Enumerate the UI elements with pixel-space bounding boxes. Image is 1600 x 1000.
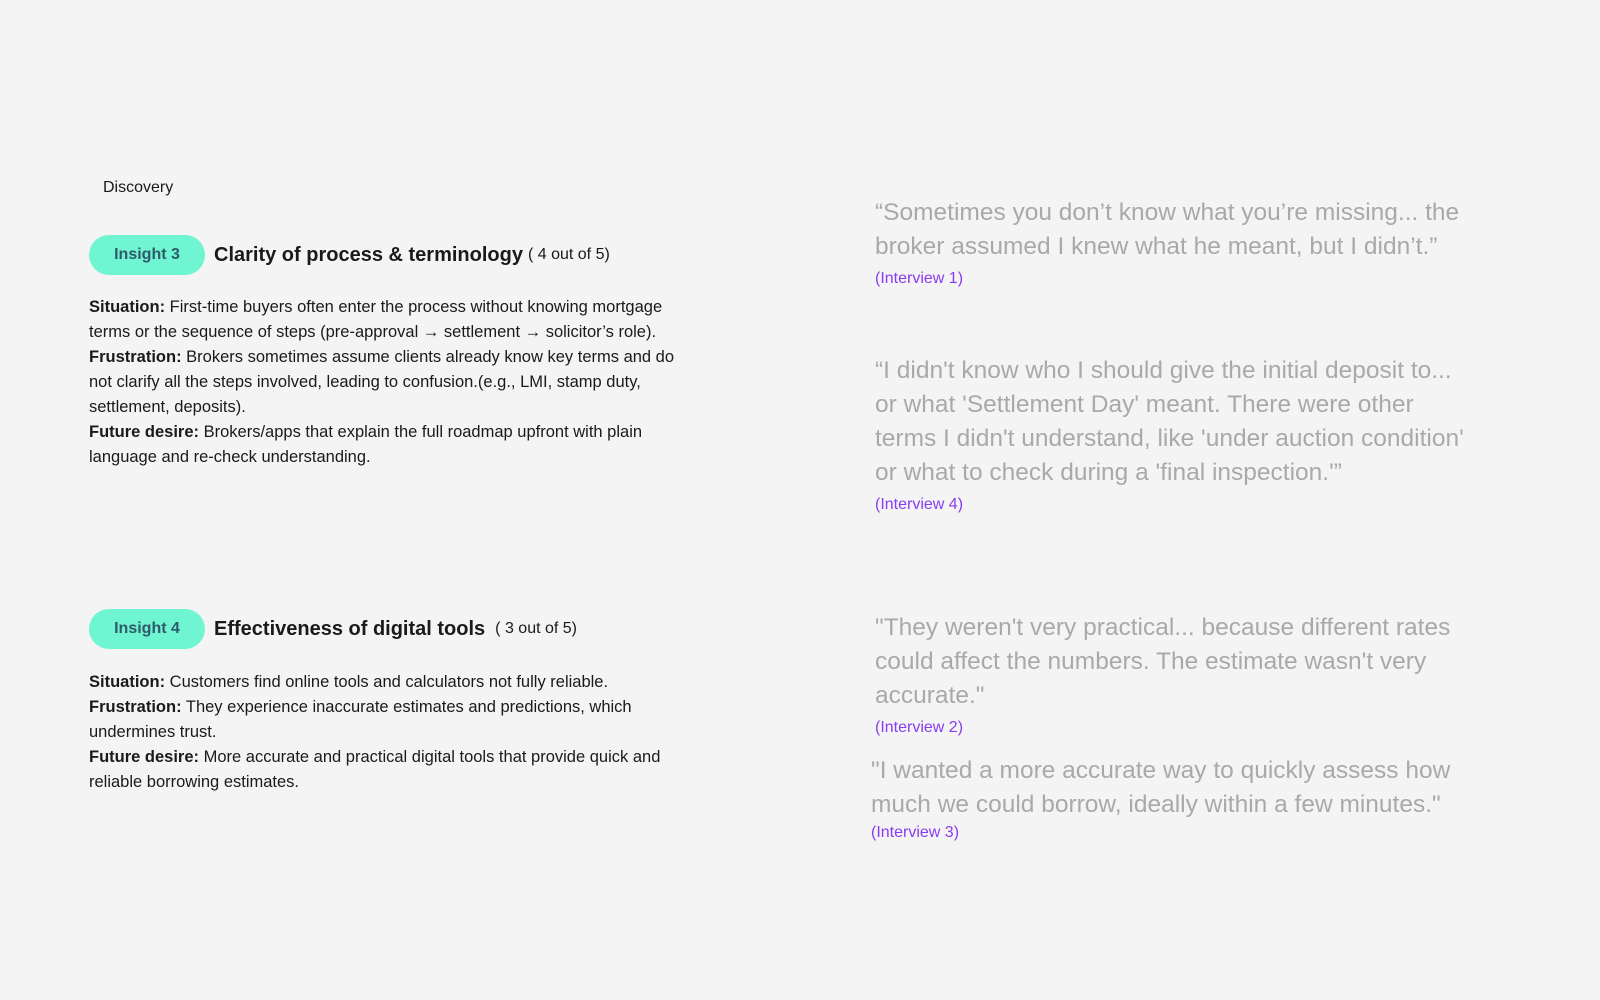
insight-title: Clarity of process & terminology bbox=[214, 243, 523, 266]
future-desire-paragraph bbox=[89, 420, 699, 470]
quote-card bbox=[871, 754, 1471, 842]
future-desire-paragraph bbox=[89, 745, 699, 795]
insight-title: Effectiveness of digital tools bbox=[214, 617, 486, 640]
quote-text: “Sometimes you don’t know what you’re missing... the broker assumed I knew what he meant, but I didn’t.” bbox=[875, 199, 1460, 260]
situation-paragraph bbox=[89, 295, 699, 345]
interview-source: (Interview 2) bbox=[875, 719, 964, 736]
quote-card bbox=[875, 196, 1475, 288]
insight-count: ( 4 out of 5) bbox=[527, 246, 610, 263]
insight-count: ( 3 out of 5) bbox=[495, 620, 577, 637]
frustration-label: Frustration: bbox=[89, 698, 182, 716]
interview-source: (Interview 4) bbox=[875, 496, 964, 513]
future-desire-label: Future desire: bbox=[89, 748, 200, 766]
section-label: Discovery bbox=[103, 179, 174, 196]
frustration-paragraph bbox=[89, 345, 699, 420]
situation-text: First-time buyers often enter the process without knowing mortgage terms or the sequence of steps (pre-approval → settlement → solicitor’s role). bbox=[89, 298, 663, 341]
frustration-label: Frustration: bbox=[89, 348, 182, 366]
insight-body bbox=[89, 295, 699, 470]
quote-text: “I didn't know who I should give the initial deposit to... or what 'Settlement Day' meant. There were other terms I didn't understand, like 'under auction condition' or what to check during a 'final inspection.'” bbox=[875, 357, 1464, 486]
insight-header bbox=[89, 235, 610, 275]
insight-header bbox=[89, 609, 577, 649]
situation-label: Situation: bbox=[89, 298, 166, 316]
interview-source: (Interview 3) bbox=[871, 824, 960, 841]
future-desire-label: Future desire: bbox=[89, 423, 200, 441]
frustration-paragraph bbox=[89, 695, 699, 745]
insight-badge: Insight 3 bbox=[89, 235, 205, 275]
quote-text: "They weren't very practical... because different rates could affect the numbers. The estimate wasn't very accurate." bbox=[875, 614, 1451, 709]
interview-source: (Interview 1) bbox=[875, 270, 964, 287]
future-desire-text: More accurate and practical digital tools that provide quick and reliable borrowing estimates. bbox=[89, 748, 661, 791]
situation-paragraph bbox=[89, 670, 699, 695]
future-desire-text: Brokers/apps that explain the full roadmap upfront with plain language and re-check understanding. bbox=[89, 423, 643, 466]
quote-text: "I wanted a more accurate way to quickly assess how much we could borrow, ideally within a few minutes." bbox=[871, 757, 1451, 818]
situation-text: Customers find online tools and calculators not fully reliable. bbox=[165, 673, 609, 691]
quote-card bbox=[875, 611, 1475, 737]
situation-label: Situation: bbox=[89, 673, 166, 691]
insight-badge: Insight 4 bbox=[89, 609, 205, 649]
frustration-text: They experience inaccurate estimates and predictions, which undermines trust. bbox=[89, 698, 632, 741]
quote-card bbox=[875, 354, 1475, 514]
insight-body bbox=[89, 670, 699, 795]
frustration-text: Brokers sometimes assume clients already know key terms and do not clarify all the steps involved, leading to confusion.(e.g., LMI, stamp duty, settlement, deposits). bbox=[89, 348, 675, 416]
